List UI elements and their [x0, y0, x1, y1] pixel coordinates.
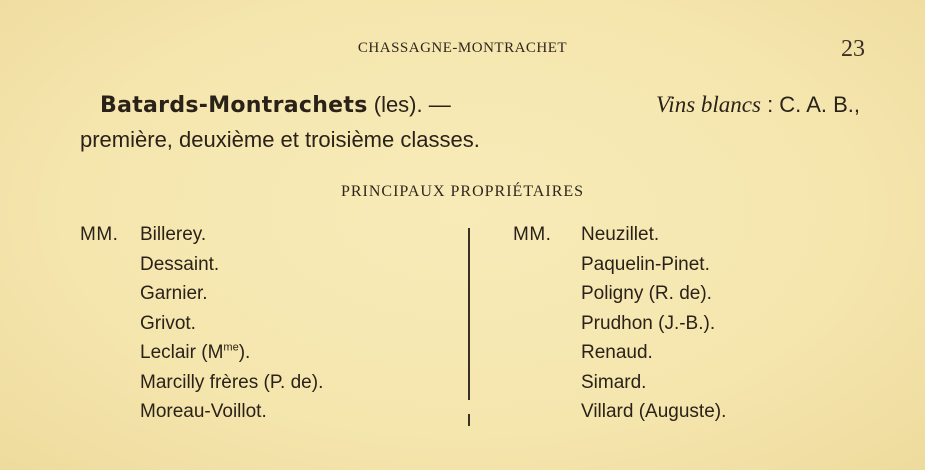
list-item — [513, 279, 863, 309]
column-divider — [468, 228, 470, 400]
column-divider-tick — [468, 414, 470, 426]
owner-name: Billerey. — [140, 224, 207, 245]
list-item — [80, 397, 460, 427]
owner-name: Moreau-Voillot. — [140, 401, 267, 422]
list-item — [80, 368, 460, 398]
entry-second-line: première, deuxième et troisième classes. — [80, 127, 480, 152]
list-item — [80, 309, 460, 339]
owners-left-column — [80, 220, 460, 427]
entry-title: Batards-Montrachets — [100, 93, 368, 118]
entry-first-line-left — [100, 88, 451, 123]
list-item — [80, 250, 460, 280]
section-heading: PRINCIPAUX PROPRIÉTAIRES — [340, 183, 585, 200]
list-item — [513, 368, 863, 398]
honorific-prefix: MM. — [513, 224, 552, 245]
owners-right-column — [513, 220, 863, 427]
owner-name: Grivot. — [140, 312, 196, 334]
running-header: CHASSAGNE-MONTRACHET — [357, 40, 568, 56]
list-item — [513, 309, 863, 339]
entry-wine-type: Vins blancs — [655, 92, 761, 117]
list-item — [80, 279, 460, 309]
owner-name: Marcilly frères (P. de). — [140, 371, 324, 393]
owner-name: Paquelin-Pinet. — [581, 253, 710, 275]
owner-name: Poligny (R. de). — [581, 283, 712, 304]
owner-name-end: ). — [238, 342, 251, 363]
entry-paragraph — [80, 88, 860, 157]
owner-name: Neuzillet. — [581, 224, 660, 245]
owner-name: Renaud. — [581, 342, 653, 363]
owner-name: Simard. — [581, 371, 647, 393]
owner-name: Dessaint. — [140, 253, 220, 275]
owner-name-superscript: me — [223, 341, 239, 354]
list-item — [80, 338, 460, 368]
entry-first-line — [80, 88, 860, 123]
owner-name: Leclair (M — [140, 342, 224, 363]
entry-title-suffix: (les). — — [367, 92, 451, 117]
entry-first-line-right — [656, 88, 860, 123]
page-number: 23 — [841, 36, 865, 62]
list-item — [513, 397, 863, 427]
list-item — [513, 220, 863, 250]
list-item — [513, 250, 863, 280]
list-item — [80, 220, 460, 250]
list-item — [513, 338, 863, 368]
owner-name: Villard (Auguste). — [581, 401, 727, 422]
entry-classification: : C. A. B., — [760, 92, 860, 117]
owner-name: Garnier. — [140, 283, 208, 304]
owner-name: Prudhon (J.-B.). — [581, 312, 716, 334]
honorific-prefix: MM. — [80, 224, 119, 245]
